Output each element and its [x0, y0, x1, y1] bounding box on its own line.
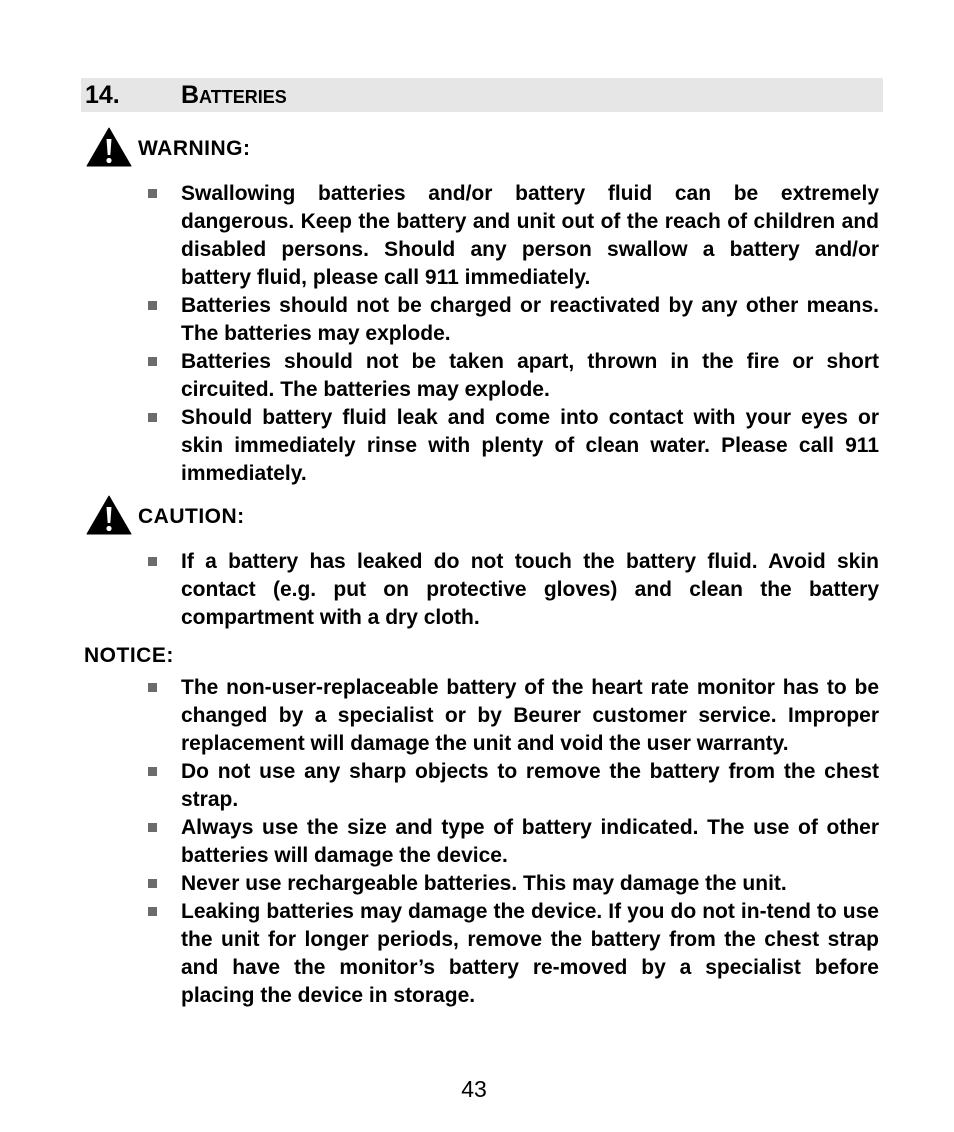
list-item: [145, 180, 879, 292]
square-bullet-icon: [148, 823, 157, 832]
list-item-text: Batteries should not be charged or reactivated by any other means. The batteries may explode.: [181, 294, 879, 345]
list-item-text: Leaking batteries may damage the device. If you do not in-tend to use the unit for longer periods, remove the battery from the chest strap and have the monitor’s battery re-moved by a specialist before placing the device in storage.: [181, 900, 879, 1007]
list-item-text: Swallowing batteries and/or battery fluid can be extremely dangerous. Keep the battery and unit out of the reach of children and disabled persons. Should any person swallow a battery and/or battery fluid, please call 911 immediately.: [181, 182, 879, 289]
list-item-text: Do not use any sharp objects to remove the battery from the chest strap.: [181, 760, 879, 811]
list-item-text: Batteries should not be taken apart, thrown in the fire or short circuited. The batteries may explode.: [181, 350, 879, 401]
square-bullet-icon: [148, 683, 157, 692]
list-item: [145, 404, 879, 488]
warning-triangle-icon: [86, 495, 132, 535]
page-number: 43: [461, 1076, 487, 1102]
square-bullet-icon: [148, 301, 157, 310]
section-title: Batteries: [181, 81, 287, 109]
warning-list: [145, 180, 879, 488]
caution-list: [145, 548, 879, 632]
square-bullet-icon: [148, 767, 157, 776]
list-item-text: Never use rechargeable batteries. This may damage the unit.: [181, 872, 787, 895]
list-item: [145, 758, 879, 814]
notice-list: [145, 674, 879, 1010]
notice-heading: NOTICE:: [84, 644, 174, 667]
square-bullet-icon: [148, 357, 157, 366]
list-item: [145, 814, 879, 870]
warning-triangle-icon: [86, 127, 132, 167]
list-item: [145, 674, 879, 758]
list-item: [145, 548, 879, 632]
square-bullet-icon: [148, 879, 157, 888]
list-item-text: Should battery fluid leak and come into contact with your eyes or skin immediately rinse with plenty of clean water. Please call 911 immediately.: [181, 406, 879, 485]
caution-label: CAUTION:: [138, 505, 245, 528]
square-bullet-icon: [148, 557, 157, 566]
list-item-text: If a battery has leaked do not touch the battery fluid. Avoid skin contact (e.g. put on protective gloves) and clean the battery compartment with a dry cloth.: [181, 550, 879, 629]
list-item: [145, 898, 879, 1010]
list-item-text: The non-user-replaceable battery of the heart rate monitor has to be changed by a specialist or by Beurer customer service. Improper replacement will damage the unit and void the user warranty.: [181, 676, 879, 755]
list-item: [145, 348, 879, 404]
section-header-bar: [81, 78, 883, 112]
square-bullet-icon: [148, 189, 157, 198]
list-item-text: Always use the size and type of battery indicated. The use of other batteries will damage the device.: [181, 816, 879, 867]
square-bullet-icon: [148, 907, 157, 916]
square-bullet-icon: [148, 413, 157, 422]
warning-label: WARNING:: [138, 137, 251, 160]
section-number: 14.: [85, 81, 120, 109]
list-item: [145, 292, 879, 348]
warning-heading: [86, 127, 251, 167]
caution-heading: [86, 495, 245, 535]
list-item: [145, 870, 879, 898]
